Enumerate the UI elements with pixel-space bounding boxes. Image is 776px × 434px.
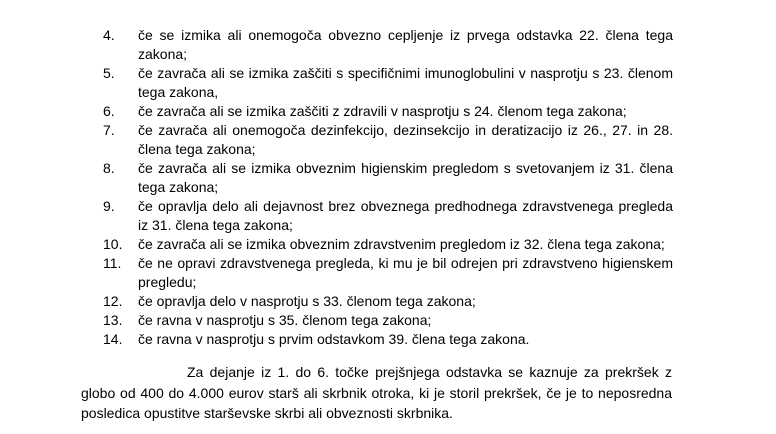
list-item-8 <box>103 159 673 197</box>
item-text: če ravna v nasprotju s prvim odstavkom 39. člena tega zakona. <box>138 331 530 347</box>
item-text: če zavrača ali se izmika obveznim zdravstvenim pregledom iz 32. člena tega zakona; <box>138 236 665 252</box>
item-text: če zavrača ali se izmika zaščiti z zdravili v nasprotju s 24. členom tega zakona; <box>138 103 627 119</box>
list-item-10 <box>103 235 673 254</box>
item-number: 13. <box>103 312 123 328</box>
list-item-12 <box>103 292 673 311</box>
list-item-11 <box>103 254 673 292</box>
item-text: če ne opravi zdravstvenega pregleda, ki mu je bil odrejen pri zdravstveno higienskem pregledu; <box>138 255 673 290</box>
item-text: če se izmika ali onemogoča obvezno cepljenje iz prvega odstavka 22. člena tega zakona; <box>138 27 673 62</box>
list-item-7 <box>103 121 673 159</box>
item-number: 8. <box>103 160 115 176</box>
item-number: 4. <box>103 27 115 43</box>
list-item-9 <box>103 197 673 235</box>
item-text: če opravlja delo v nasprotju s 33. členom tega zakona; <box>138 293 476 309</box>
item-number: 7. <box>103 122 115 138</box>
item-text: če opravlja delo ali dejavnost brez obveznega predhodnega zdravstvenega pregleda iz 31. člena tega zakona; <box>138 198 673 233</box>
item-text: če ravna v nasprotju s 35. členom tega zakona; <box>138 312 432 328</box>
item-text: če zavrača ali se izmika obveznim higienskim pregledom s svetovanjem iz 31. člena tega zakona; <box>138 160 673 195</box>
item-number: 5. <box>103 65 115 81</box>
list-item-14 <box>103 330 673 349</box>
list-item-4 <box>103 26 673 64</box>
item-number: 11. <box>103 255 122 271</box>
item-text: če zavrača ali se izmika zaščiti s specifičnimi imunoglobulini v nasprotju s 23. členom tega zakona, <box>138 65 673 100</box>
item-text: če zavrača ali onemogoča dezinfekcijo, dezinsekcijo in deratizacijo iz 26., 27. in 28. člena tega zakona; <box>138 122 673 157</box>
offense-list <box>103 26 673 349</box>
list-item-6 <box>103 102 673 121</box>
list-item-13 <box>103 311 673 330</box>
closing-paragraph: Za dejanje iz 1. do 6. točke prejšnjega odstavka se kaznuje za prekršek z globo od 400 do 4.000 eurov starš ali skrbnik otroka, ki je storil prekršek, če je to neposredna posledica opustitve starševske skrbi ali obveznosti skrbnika. <box>81 364 672 421</box>
item-number: 14. <box>103 331 123 347</box>
list-item-5 <box>103 64 673 102</box>
item-number: 12. <box>103 293 123 309</box>
item-number: 10. <box>103 236 123 252</box>
item-number: 6. <box>103 103 115 119</box>
item-number: 9. <box>103 198 115 214</box>
